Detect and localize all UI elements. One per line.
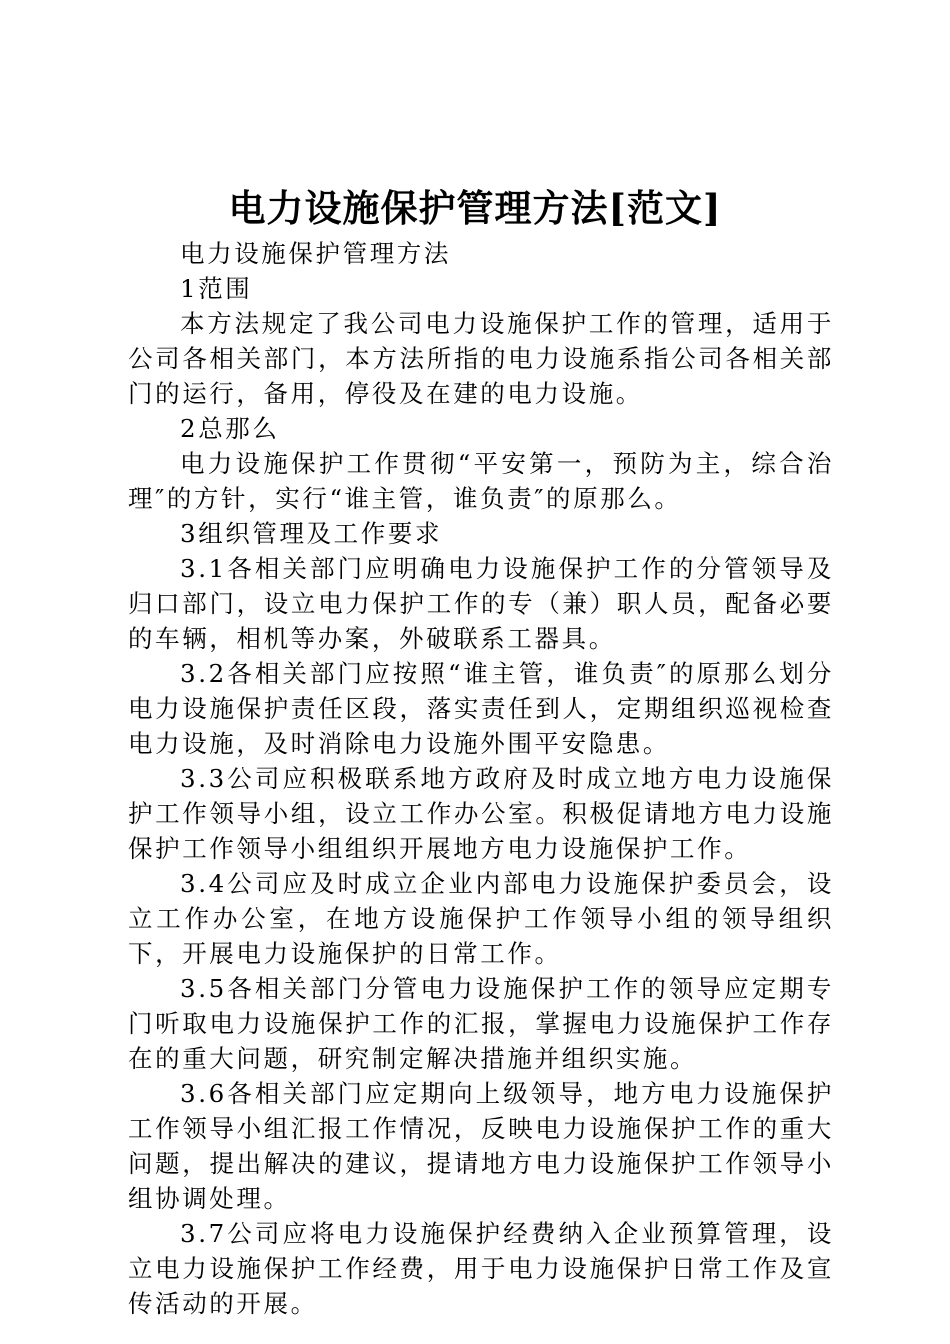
- document-body: [128, 236, 834, 1321]
- document-title: 电力设施保护管理方法[范文]: [228, 186, 722, 230]
- paragraph-3-4: 3.4公司应及时成立企业内部电力设施保护委员会，设立工作办公室，在地方设施保护工作领导小组的领导组织下，开展电力设施保护的日常工作。: [128, 869, 834, 968]
- subtitle: 电力设施保护管理方法: [180, 239, 451, 268]
- section-heading-organization: 3组织管理及工作要求: [180, 519, 443, 548]
- paragraph-3-3: 3.3公司应积极联系地方政府及时成立地方电力设施保护工作领导小组，设立工作办公室。积极促请地方电力设施保护工作领导小组组织开展地方电力设施保护工作。: [128, 764, 834, 863]
- paragraph-3-5: 3.5各相关部门分管电力设施保护工作的领导应定期专门听取电力设施保护工作的汇报，掌握电力设施保护工作存在的重大问题，研究制定解决措施并组织实施。: [128, 974, 834, 1073]
- paragraph-general: 电力设施保护工作贯彻“平安第一，预防为主，综合治理″的方针，实行“谁主管，谁负责″的原那么。: [128, 449, 834, 513]
- paragraph-scope: 本方法规定了我公司电力设施保护工作的管理，适用于公司各相关部门，本方法所指的电力设施系指公司各相关部门的运行，备用，停役及在建的电力设施。: [128, 309, 834, 408]
- paragraph-3-6: 3.6各相关部门应定期向上级领导，地方电力设施保护工作领导小组汇报工作情况，反映电力设施保护工作的重大问题，提出解决的建议，提请地方电力设施保护工作领导小组协调处理。: [128, 1079, 834, 1213]
- paragraph-3-1: 3.1各相关部门应明确电力设施保护工作的分管领导及归口部门，设立电力保护工作的专（兼）职人员，配备必要的车辆，相机等办案，外破联系工器具。: [128, 554, 834, 653]
- section-heading-scope: 1范围: [180, 274, 253, 303]
- paragraph-3-2: 3.2各相关部门应按照“谁主管，谁负责″的原那么划分电力设施保护责任区段，落实责任到人，定期组织巡视检查电力设施，及时消除电力设施外围平安隐患。: [128, 659, 834, 758]
- section-heading-general: 2总那么: [180, 414, 280, 443]
- paragraph-3-7: 3.7公司应将电力设施保护经费纳入企业预算管理，设立电力设施保护工作经费，用于电力设施保护日常工作及宣传活动的开展。: [128, 1219, 834, 1318]
